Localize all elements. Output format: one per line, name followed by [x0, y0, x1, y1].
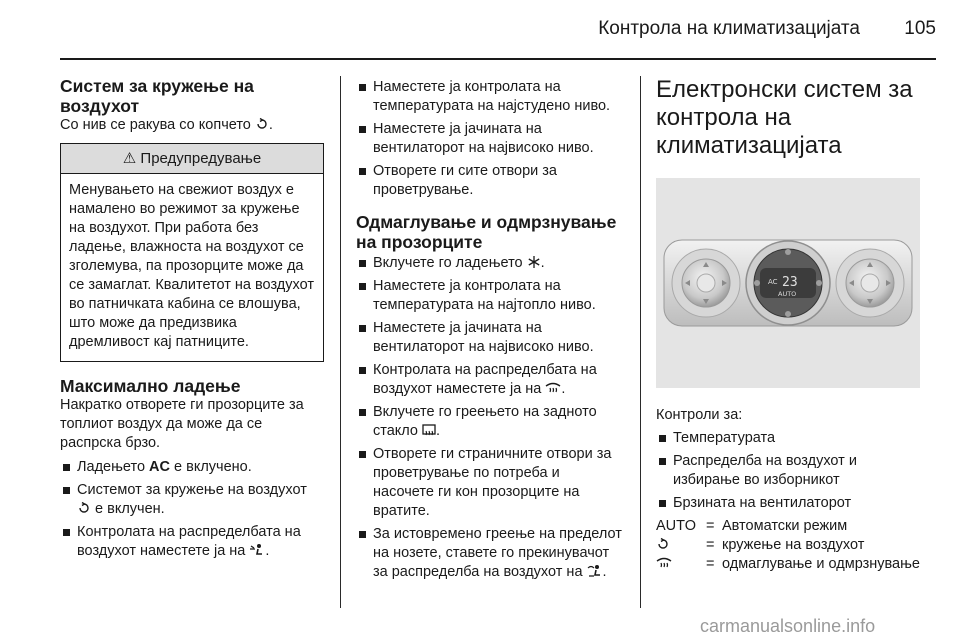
watermark: carmanualsonline.info [700, 616, 876, 636]
air-to-feet-and-windscreen-icon [587, 564, 603, 578]
max-cooling-list [60, 458, 324, 561]
recirculation-icon [77, 501, 91, 515]
list-item: Наместете ја јачината на вентилаторот на највисоко ниво. [356, 120, 624, 158]
section-title-defog-defrost: Одмаглување и одмрзнување на прозорците [356, 212, 617, 252]
warning-text: Менувањето на свежиот воздух е намалено во режимот за кружење на воздухот. При работа без ладење, влажноста на воздухот се зголемува, па прозорците може да се замаглат. Квалитетот на воздухот во патничката кабина се влошува, што може да предизвика дремливост кај патниците. [69, 182, 314, 350]
list-item: За истовремено греење на пределот на нозете, ставете го прекинувачот за распределба на воздухот на . [356, 525, 624, 582]
header-rule [60, 58, 936, 60]
climate-panel-illustration [656, 178, 920, 388]
display-temperature: 23 [782, 275, 798, 290]
list-item: Температурата [656, 429, 920, 448]
legend-row-recirculation: = кружење на воздухот [656, 536, 920, 555]
list-item: Системот за кружење на воздухот е вклучен. [60, 481, 324, 519]
max-cooling-list-continued [356, 78, 624, 200]
windscreen-defrost-icon [545, 381, 561, 395]
warning-box [60, 143, 324, 362]
legend-table [656, 517, 920, 574]
list-item: Вклучете го греењето на задното стакло . [356, 403, 624, 441]
list-item: Наместете ја јачината на вентилаторот на највисоко ниво. [356, 319, 624, 357]
warning-header: ⚠ Предупредување [61, 144, 323, 174]
recirculation-intro: Со нив се ракува со копчето . [60, 117, 273, 133]
list-item: Наместете ја контролата на температурата на најстудено ниво. [356, 78, 624, 116]
warning-icon: ⚠ [122, 150, 137, 167]
list-item: Контролата на распределбата на воздухот наместете ја на . [356, 361, 624, 399]
controls-intro: Контроли за: [656, 407, 743, 423]
column-divider-2 [640, 76, 641, 608]
list-item: Отворете ги страничните отвори за проветрување по потреба и насочете ги кон прозорците на вратите. [356, 445, 624, 521]
column-right [656, 76, 920, 574]
defog-list [356, 254, 624, 582]
max-cooling-intro: Накратко отворете ги прозорците за топлиот воздух да може да се распрска брзо. [60, 397, 304, 451]
column-divider-1 [340, 76, 341, 608]
legend-row-defrost: = одмаглување и одмрзнување [656, 555, 920, 574]
climate-control-panel-image [656, 178, 920, 388]
column-left [60, 76, 324, 565]
section-title-recirculation: Систем за кружење на воздухот [60, 76, 254, 116]
svg-text:AC: AC [768, 278, 778, 286]
windscreen-defrost-icon [656, 556, 672, 570]
cooling-snowflake-icon [527, 255, 541, 269]
list-item: Распределба на воздухот и избирање во изборникот [656, 452, 920, 490]
list-item: Брзината на вентилаторот [656, 494, 920, 513]
column-middle [356, 76, 624, 586]
section-title-electronic-climate: Електронски систем за контрола на климатизацијата [656, 76, 913, 159]
page-number: 105 [904, 18, 936, 39]
list-item: Ладењето AC е вклучено. [60, 458, 324, 477]
rear-window-heating-icon [422, 423, 436, 437]
air-to-head-icon [249, 543, 265, 557]
list-item: Вклучете го ладењето . [356, 254, 624, 273]
recirculation-icon [255, 117, 269, 131]
controls-list [656, 429, 920, 513]
section-title-max-cooling: Максимално ладење [60, 376, 241, 396]
list-item: Контролата на распределбата на воздухот наместете ја на . [60, 523, 324, 561]
legend-row-auto: AUTO = Автоматски режим [656, 518, 848, 534]
recirculation-icon [656, 537, 670, 551]
list-item: Отворете ги сите отвори за проветрување. [356, 162, 624, 200]
running-header-title: Контрола на климатизацијата [598, 18, 860, 39]
display-auto: AUTO [778, 290, 797, 298]
list-item: Наместете ја контролата на температурата на најтопло ниво. [356, 277, 624, 315]
